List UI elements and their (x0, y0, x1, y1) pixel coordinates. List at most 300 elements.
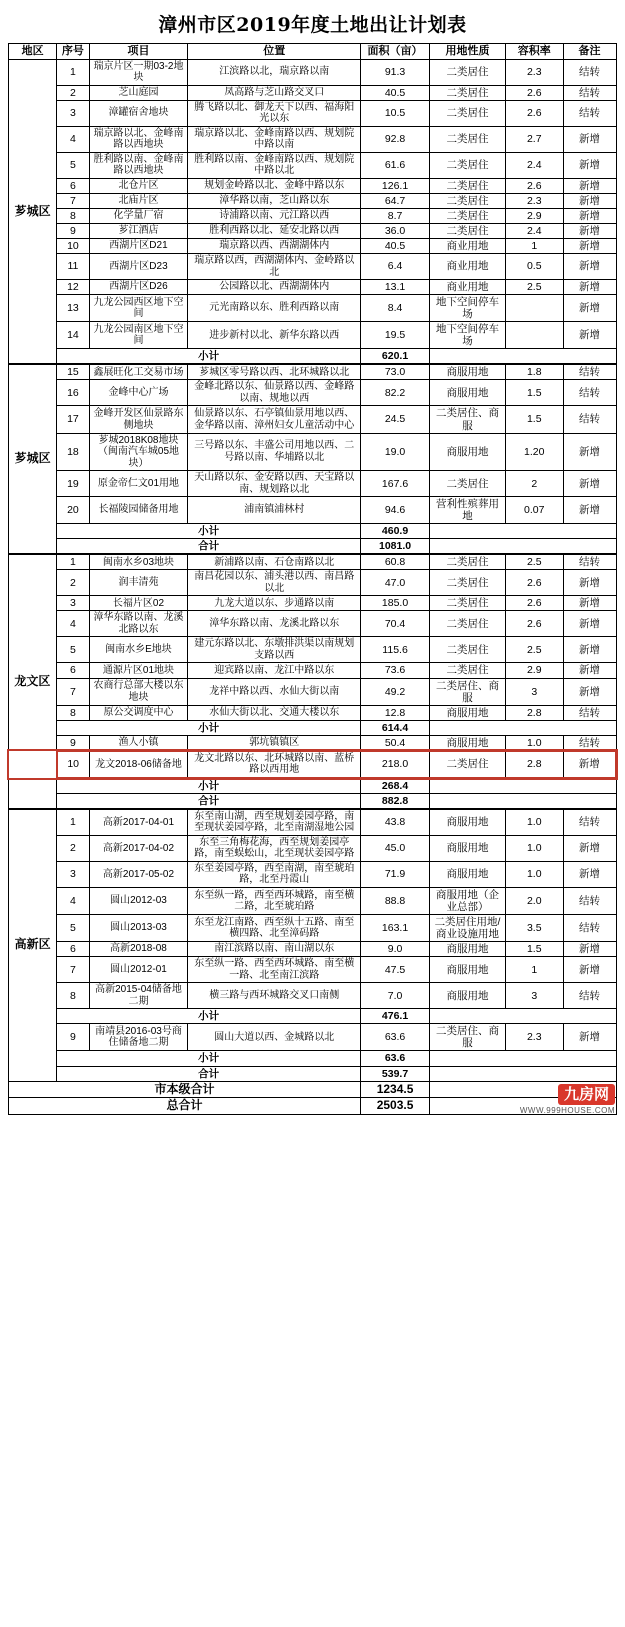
cell-no: 10 (57, 751, 89, 778)
cell-location: 东至纵一路、西至西环城路、南至横一路、北至南江滨路 (188, 957, 361, 983)
cell-nature: 商服用地 (430, 364, 506, 380)
cell-no: 9 (57, 1024, 89, 1051)
cell-no: 11 (57, 254, 89, 280)
cell-sum-blank (430, 1009, 616, 1024)
cell-location: 瑞京路以西，西湖湖体内、金岭路以北 (188, 254, 361, 280)
cell-project: 漳华东路以南、龙溪北路以东 (89, 611, 188, 637)
table-row (9, 322, 617, 349)
subtotal-row (9, 524, 617, 539)
cell-project: 九龙公园西区地下空间 (89, 295, 188, 322)
cell-area: 36.0 (361, 223, 430, 238)
cell-far: 1.0 (506, 861, 564, 887)
cell-far: 1.5 (506, 406, 564, 433)
cell-note: 新增 (563, 957, 616, 983)
cell-note: 新增 (563, 570, 616, 596)
cell-location: 元光南路以东、胜利西路以南 (188, 295, 361, 322)
cell-far: 2.8 (506, 751, 564, 778)
table-row (9, 570, 617, 596)
cell-note: 新增 (563, 238, 616, 253)
cell-project: 高新2017-05-02 (89, 861, 188, 887)
cell-note: 新增 (563, 861, 616, 887)
cell-sum-blank (430, 349, 616, 365)
cell-no: 1 (57, 554, 89, 570)
cell-area: 10.5 (361, 100, 430, 126)
cell-area: 19.0 (361, 433, 430, 471)
cell-location: 进步新村以北、新华东路以西 (188, 322, 361, 349)
cell-far: 2.9 (506, 663, 564, 678)
cell-sum-label: 小计 (57, 349, 361, 365)
cell-nature: 二类居住 (430, 223, 506, 238)
cell-location: 浦南镇浦林村 (188, 497, 361, 524)
cell-project: 瑞京路以北、金峰南路以西地块 (89, 126, 188, 152)
cell-far: 2.6 (506, 178, 564, 193)
cell-location: 瑞京路以北、金峰南路以西、规划院中路以南 (188, 126, 361, 152)
cell-far: 3 (506, 678, 564, 705)
table-row (9, 223, 617, 238)
cell-note: 新增 (563, 280, 616, 295)
cell-location: 三号路以东、丰盛公司用地以西、二号路以南、华埔路以北 (188, 433, 361, 471)
cell-project: 西湖片区D23 (89, 254, 188, 280)
cell-note: 新增 (563, 178, 616, 193)
cell-location: 郭坑镇镇区 (188, 735, 361, 751)
cell-far: 2.6 (506, 85, 564, 100)
cell-nature: 商服用地 (430, 433, 506, 471)
cell-project: 圆山2013-03 (89, 915, 188, 942)
cell-sum-blank (430, 720, 616, 735)
cell-sum-blank (430, 793, 616, 809)
cell-nature: 商服用地 (430, 983, 506, 1009)
cell-no: 19 (57, 471, 89, 497)
cell-project: 芝山庭园 (89, 85, 188, 100)
cell-area: 12.8 (361, 705, 430, 720)
cell-area: 71.9 (361, 861, 430, 887)
cell-location: 东至姜园亭路，西至南湖，南至琥珀路，北至丹霞山 (188, 861, 361, 887)
cell-location: 圆山大道以西、金城路以北 (188, 1024, 361, 1051)
cell-nature: 营利性殡葬用地 (430, 497, 506, 524)
cell-nature: 商业用地 (430, 280, 506, 295)
cell-note: 结转 (563, 705, 616, 720)
cell-area: 7.0 (361, 983, 430, 1009)
table-row (9, 497, 617, 524)
col-nature: 用地性质 (430, 44, 506, 60)
cell-nature: 商服用地（企业总部） (430, 887, 506, 914)
cell-location: 南江滨路以南、南山湖以东 (188, 942, 361, 957)
cell-far: 2.6 (506, 100, 564, 126)
cell-location: 漳华东路以南、龙溪北路以东 (188, 611, 361, 637)
cell-sum-value: 1081.0 (361, 539, 430, 555)
cell-area: 45.0 (361, 835, 430, 861)
table-row (9, 957, 617, 983)
table-row (9, 85, 617, 100)
cell-nature: 商服用地 (430, 380, 506, 406)
col-location: 位置 (188, 44, 361, 60)
cell-nature: 地下空间停车场 (430, 295, 506, 322)
cell-project: 西湖片区D21 (89, 238, 188, 253)
cell-sum-value: 63.6 (361, 1051, 430, 1066)
cell-project: 北仓片区 (89, 178, 188, 193)
cell-location: 龙文北路以东、北环城路以南、蓝桥路以西用地 (188, 751, 361, 778)
cell-far: 2 (506, 471, 564, 497)
cell-note: 结转 (563, 809, 616, 836)
cell-no: 9 (57, 223, 89, 238)
cell-no: 4 (57, 611, 89, 637)
cell-far: 2.5 (506, 280, 564, 295)
cell-location: 天山路以东、金安路以西、天宝路以南、规划路以北 (188, 471, 361, 497)
cell-note: 新增 (563, 193, 616, 208)
cell-project: 闽南水乡03地块 (89, 554, 188, 570)
cell-project: 原金帝仁文01用地 (89, 471, 188, 497)
cell-sum-blank (430, 1051, 616, 1066)
cell-area: 19.5 (361, 322, 430, 349)
cell-sum-label: 小计 (57, 1009, 361, 1024)
cell-no: 5 (57, 637, 89, 663)
cell-sum-blank (430, 539, 616, 555)
cell-location: 东至龙江南路、西至纵十五路、南至横四路、北至漳码路 (188, 915, 361, 942)
cell-location: 江滨路以北，瑞京路以南 (188, 59, 361, 85)
cell-project: 漳罐宿舍地块 (89, 100, 188, 126)
cell-location: 胜利路以南、金峰南路以西、规划院中路以北 (188, 152, 361, 178)
cell-sum-label: 小计 (57, 1051, 361, 1066)
cell-note: 新增 (563, 942, 616, 957)
cell-area: 50.4 (361, 735, 430, 751)
cell-area: 82.2 (361, 380, 430, 406)
cell-no: 4 (57, 887, 89, 914)
cell-nature: 二类居住 (430, 751, 506, 778)
cell-far: 1.8 (506, 364, 564, 380)
cell-no: 3 (57, 596, 89, 611)
cell-project: 龙文2018-06储备地 (89, 751, 188, 778)
cell-region: 芗城区 (9, 59, 57, 364)
cell-region: 龙文区 (9, 554, 57, 809)
cell-region: 高新区 (9, 809, 57, 1081)
cell-far: 2.3 (506, 59, 564, 85)
table-row (9, 861, 617, 887)
cell-location: 建元东路以北、东墩排洪渠以南规划支路以西 (188, 637, 361, 663)
cell-no: 6 (57, 942, 89, 957)
cell-far: 2.5 (506, 637, 564, 663)
cell-no: 7 (57, 957, 89, 983)
cell-project: 北庙片区 (89, 193, 188, 208)
cell-area: 115.6 (361, 637, 430, 663)
cell-no: 13 (57, 295, 89, 322)
cell-area: 40.5 (361, 85, 430, 100)
cell-far: 0.5 (506, 254, 564, 280)
col-project: 项目 (89, 44, 188, 60)
cell-project: 金峰中心广场 (89, 380, 188, 406)
cell-far: 2.9 (506, 208, 564, 223)
cell-nature: 商服用地 (430, 809, 506, 836)
cell-far: 2.7 (506, 126, 564, 152)
cell-note: 新增 (563, 835, 616, 861)
cell-location: 漳华路以南，芝山路以东 (188, 193, 361, 208)
cell-grand-label: 市本级合计 (9, 1081, 361, 1098)
cell-project: 长福片区02 (89, 596, 188, 611)
cell-no: 2 (57, 835, 89, 861)
cell-location: 南昌花园以东、浦头港以西、南昌路以北 (188, 570, 361, 596)
cell-nature: 二类居住 (430, 152, 506, 178)
cell-project: 润丰清苑 (89, 570, 188, 596)
cell-no: 1 (57, 59, 89, 85)
cell-location: 腾飞路以北、御龙天下以西、福海阳光以东 (188, 100, 361, 126)
cell-nature: 二类居住 (430, 637, 506, 663)
cell-project: 高新2015-04储备地二期 (89, 983, 188, 1009)
total-row (9, 539, 617, 555)
cell-no: 9 (57, 735, 89, 751)
cell-region: 芗城区 (9, 364, 57, 554)
table-row (9, 433, 617, 471)
cell-far: 2.0 (506, 887, 564, 914)
cell-note: 新增 (563, 471, 616, 497)
cell-location: 新浦路以南、石仓南路以北 (188, 554, 361, 570)
subtotal-row (9, 1009, 617, 1024)
cell-far: 2.5 (506, 554, 564, 570)
table-row (9, 406, 617, 433)
cell-note: 新增 (563, 322, 616, 349)
cell-nature: 二类居住 (430, 178, 506, 193)
cell-nature: 二类居住 (430, 85, 506, 100)
cell-project: 金峰开发区仙景路东侧地块 (89, 406, 188, 433)
cell-no: 8 (57, 983, 89, 1009)
subtotal-row (9, 720, 617, 735)
cell-project: 原公交调度中心 (89, 705, 188, 720)
cell-note: 新增 (563, 678, 616, 705)
col-note: 备注 (563, 44, 616, 60)
page-title: 漳州市区2019年度土地出让计划表 (158, 14, 467, 36)
table-row (9, 280, 617, 295)
cell-no: 2 (57, 85, 89, 100)
cell-grand-label: 总合计 (9, 1098, 361, 1115)
table-row (9, 983, 617, 1009)
table-row (9, 295, 617, 322)
cell-sum-label: 小计 (57, 524, 361, 539)
cell-nature: 二类居住 (430, 100, 506, 126)
cell-project: 高新2017-04-02 (89, 835, 188, 861)
cell-area: 73.0 (361, 364, 430, 380)
cell-project: 芗城2018K08地块（闽南汽车城05地块） (89, 433, 188, 471)
cell-note: 新增 (563, 254, 616, 280)
cell-location: 胜利西路以北、延安北路以西 (188, 223, 361, 238)
cell-note: 结转 (563, 85, 616, 100)
cell-location: 东至南山湖，西至规划姜园亭路，南至现状姜园亭路，北至南湖湿地公园 (188, 809, 361, 836)
cell-note: 新增 (563, 126, 616, 152)
cell-area: 61.6 (361, 152, 430, 178)
cell-no: 2 (57, 570, 89, 596)
cell-sum-label: 小计 (57, 778, 361, 794)
cell-area: 8.7 (361, 208, 430, 223)
total-row (9, 1066, 617, 1081)
cell-sum-blank (430, 524, 616, 539)
cell-nature: 地下空间停车场 (430, 322, 506, 349)
cell-note: 新增 (563, 152, 616, 178)
subtotal-row (9, 778, 617, 794)
cell-nature: 商业用地 (430, 254, 506, 280)
cell-project: 芗江酒店 (89, 223, 188, 238)
cell-sum-value: 268.4 (361, 778, 430, 794)
cell-location: 九龙大道以东、步通路以南 (188, 596, 361, 611)
cell-location: 瑞京路以西、西湖湖体内 (188, 238, 361, 253)
col-no: 序号 (57, 44, 89, 60)
cell-note: 新增 (563, 637, 616, 663)
cell-sum-value: 882.8 (361, 793, 430, 809)
table-row (9, 705, 617, 720)
cell-area: 167.6 (361, 471, 430, 497)
table-row (9, 809, 617, 836)
cell-location: 横三路与西环城路交叉口南侧 (188, 983, 361, 1009)
cell-note: 新增 (563, 497, 616, 524)
subtotal-row (9, 349, 617, 365)
cell-far: 1.5 (506, 380, 564, 406)
cell-sum-label: 合计 (57, 1066, 361, 1081)
table-row (9, 735, 617, 751)
table-row (9, 238, 617, 253)
cell-far: 1.5 (506, 942, 564, 957)
cell-sum-blank (430, 1066, 616, 1081)
cell-far (506, 322, 564, 349)
cell-far: 3.5 (506, 915, 564, 942)
cell-far: 3 (506, 983, 564, 1009)
cell-note: 结转 (563, 364, 616, 380)
cell-location: 规划金岭路以北、金峰中路以东 (188, 178, 361, 193)
cell-far: 2.6 (506, 596, 564, 611)
cell-far: 1.0 (506, 809, 564, 836)
cell-location: 仙景路以东、石亭镇仙景用地以西、金华路以南、漳州妇女儿童活动中心 (188, 406, 361, 433)
cell-project: 农商行总部大楼以东地块 (89, 678, 188, 705)
cell-note: 结转 (563, 735, 616, 751)
cell-location: 芗城区零号路以西、北环城路以北 (188, 364, 361, 380)
watermark-mark: 九房网 (558, 1084, 615, 1105)
cell-note: 结转 (563, 983, 616, 1009)
table-row (9, 471, 617, 497)
cell-area: 24.5 (361, 406, 430, 433)
cell-project: 高新2018-08 (89, 942, 188, 957)
cell-nature: 二类居住 (430, 208, 506, 223)
cell-sum-value: 620.1 (361, 349, 430, 365)
table-row (9, 59, 617, 85)
land-plan-table (8, 43, 617, 1115)
cell-project: 化学量厂宿 (89, 208, 188, 223)
cell-note: 结转 (563, 887, 616, 914)
cell-sum-blank (430, 778, 616, 794)
subtotal-row (9, 1051, 617, 1066)
cell-no: 18 (57, 433, 89, 471)
table-row (9, 208, 617, 223)
cell-nature: 二类居住 (430, 126, 506, 152)
cell-location: 凤高路与芝山路交叉口 (188, 85, 361, 100)
cell-sum-value: 476.1 (361, 1009, 430, 1024)
cell-far: 1.0 (506, 835, 564, 861)
cell-note: 结转 (563, 915, 616, 942)
watermark-url: WWW.999HOUSE.COM (519, 1106, 615, 1116)
cell-no: 10 (57, 238, 89, 253)
cell-no: 17 (57, 406, 89, 433)
cell-no: 8 (57, 208, 89, 223)
cell-project: 圆山2012-01 (89, 957, 188, 983)
cell-note: 新增 (563, 1024, 616, 1051)
cell-location: 东至三角梅花海，西至规划姜园亭路，南至蜈蚣山，北至现状姜园亭路 (188, 835, 361, 861)
cell-no: 12 (57, 280, 89, 295)
cell-nature: 二类居住、商服 (430, 1024, 506, 1051)
cell-note: 新增 (563, 611, 616, 637)
cell-no: 1 (57, 809, 89, 836)
cell-sum-label: 小计 (57, 720, 361, 735)
cell-nature: 商服用地 (430, 705, 506, 720)
table-row (9, 364, 617, 380)
table-row (9, 663, 617, 678)
cell-no: 16 (57, 380, 89, 406)
cell-note: 结转 (563, 554, 616, 570)
cell-no: 14 (57, 322, 89, 349)
cell-far: 2.6 (506, 611, 564, 637)
cell-project: 闽南水乡E地块 (89, 637, 188, 663)
cell-far: 2.6 (506, 570, 564, 596)
cell-location: 东至纵一路，西至西环城路，南至横二路，北至琥珀路 (188, 887, 361, 914)
table-row (9, 751, 617, 778)
col-region: 地区 (9, 44, 57, 60)
cell-far: 2.4 (506, 152, 564, 178)
cell-location: 公园路以北、西湖湖体内 (188, 280, 361, 295)
cell-nature: 商服用地 (430, 861, 506, 887)
cell-note: 新增 (563, 433, 616, 471)
table-header-row (9, 44, 617, 60)
cell-sum-value: 539.7 (361, 1066, 430, 1081)
table-row (9, 554, 617, 570)
cell-area: 88.8 (361, 887, 430, 914)
cell-project: 圆山2012-03 (89, 887, 188, 914)
cell-far: 2.3 (506, 193, 564, 208)
cell-far: 1.0 (506, 735, 564, 751)
cell-nature: 二类居住 (430, 570, 506, 596)
cell-project: 长福陵园储备用地 (89, 497, 188, 524)
table-row (9, 100, 617, 126)
cell-project: 通源片区01地块 (89, 663, 188, 678)
cell-area: 6.4 (361, 254, 430, 280)
table-row (9, 380, 617, 406)
cell-area: 13.1 (361, 280, 430, 295)
table-row (9, 1024, 617, 1051)
total-row (9, 793, 617, 809)
cell-no: 5 (57, 915, 89, 942)
cell-sum-value: 460.9 (361, 524, 430, 539)
cell-no: 3 (57, 861, 89, 887)
cell-no: 20 (57, 497, 89, 524)
cell-area: 70.4 (361, 611, 430, 637)
cell-location: 迎宾路以南、龙江中路以东 (188, 663, 361, 678)
cell-nature: 商服用地 (430, 957, 506, 983)
cell-area: 126.1 (361, 178, 430, 193)
cell-note: 新增 (563, 596, 616, 611)
table-row (9, 637, 617, 663)
cell-no: 4 (57, 126, 89, 152)
cell-project: 西湖片区D26 (89, 280, 188, 295)
cell-area: 92.8 (361, 126, 430, 152)
cell-no: 15 (57, 364, 89, 380)
table-row (9, 193, 617, 208)
cell-note: 新增 (563, 663, 616, 678)
cell-location: 水仙大街以北、交通大楼以东 (188, 705, 361, 720)
cell-nature: 二类居住 (430, 193, 506, 208)
cell-nature: 二类居住 (430, 471, 506, 497)
cell-far: 2.4 (506, 223, 564, 238)
cell-far: 1 (506, 238, 564, 253)
cell-area: 40.5 (361, 238, 430, 253)
table-row (9, 887, 617, 914)
cell-nature: 二类居住 (430, 596, 506, 611)
cell-far (506, 295, 564, 322)
cell-project: 瑞京片区一期03-2地块 (89, 59, 188, 85)
cell-sum-label: 合计 (57, 793, 361, 809)
col-area: 面积（亩） (361, 44, 430, 60)
cell-nature: 二类居住用地/商业设施用地 (430, 915, 506, 942)
